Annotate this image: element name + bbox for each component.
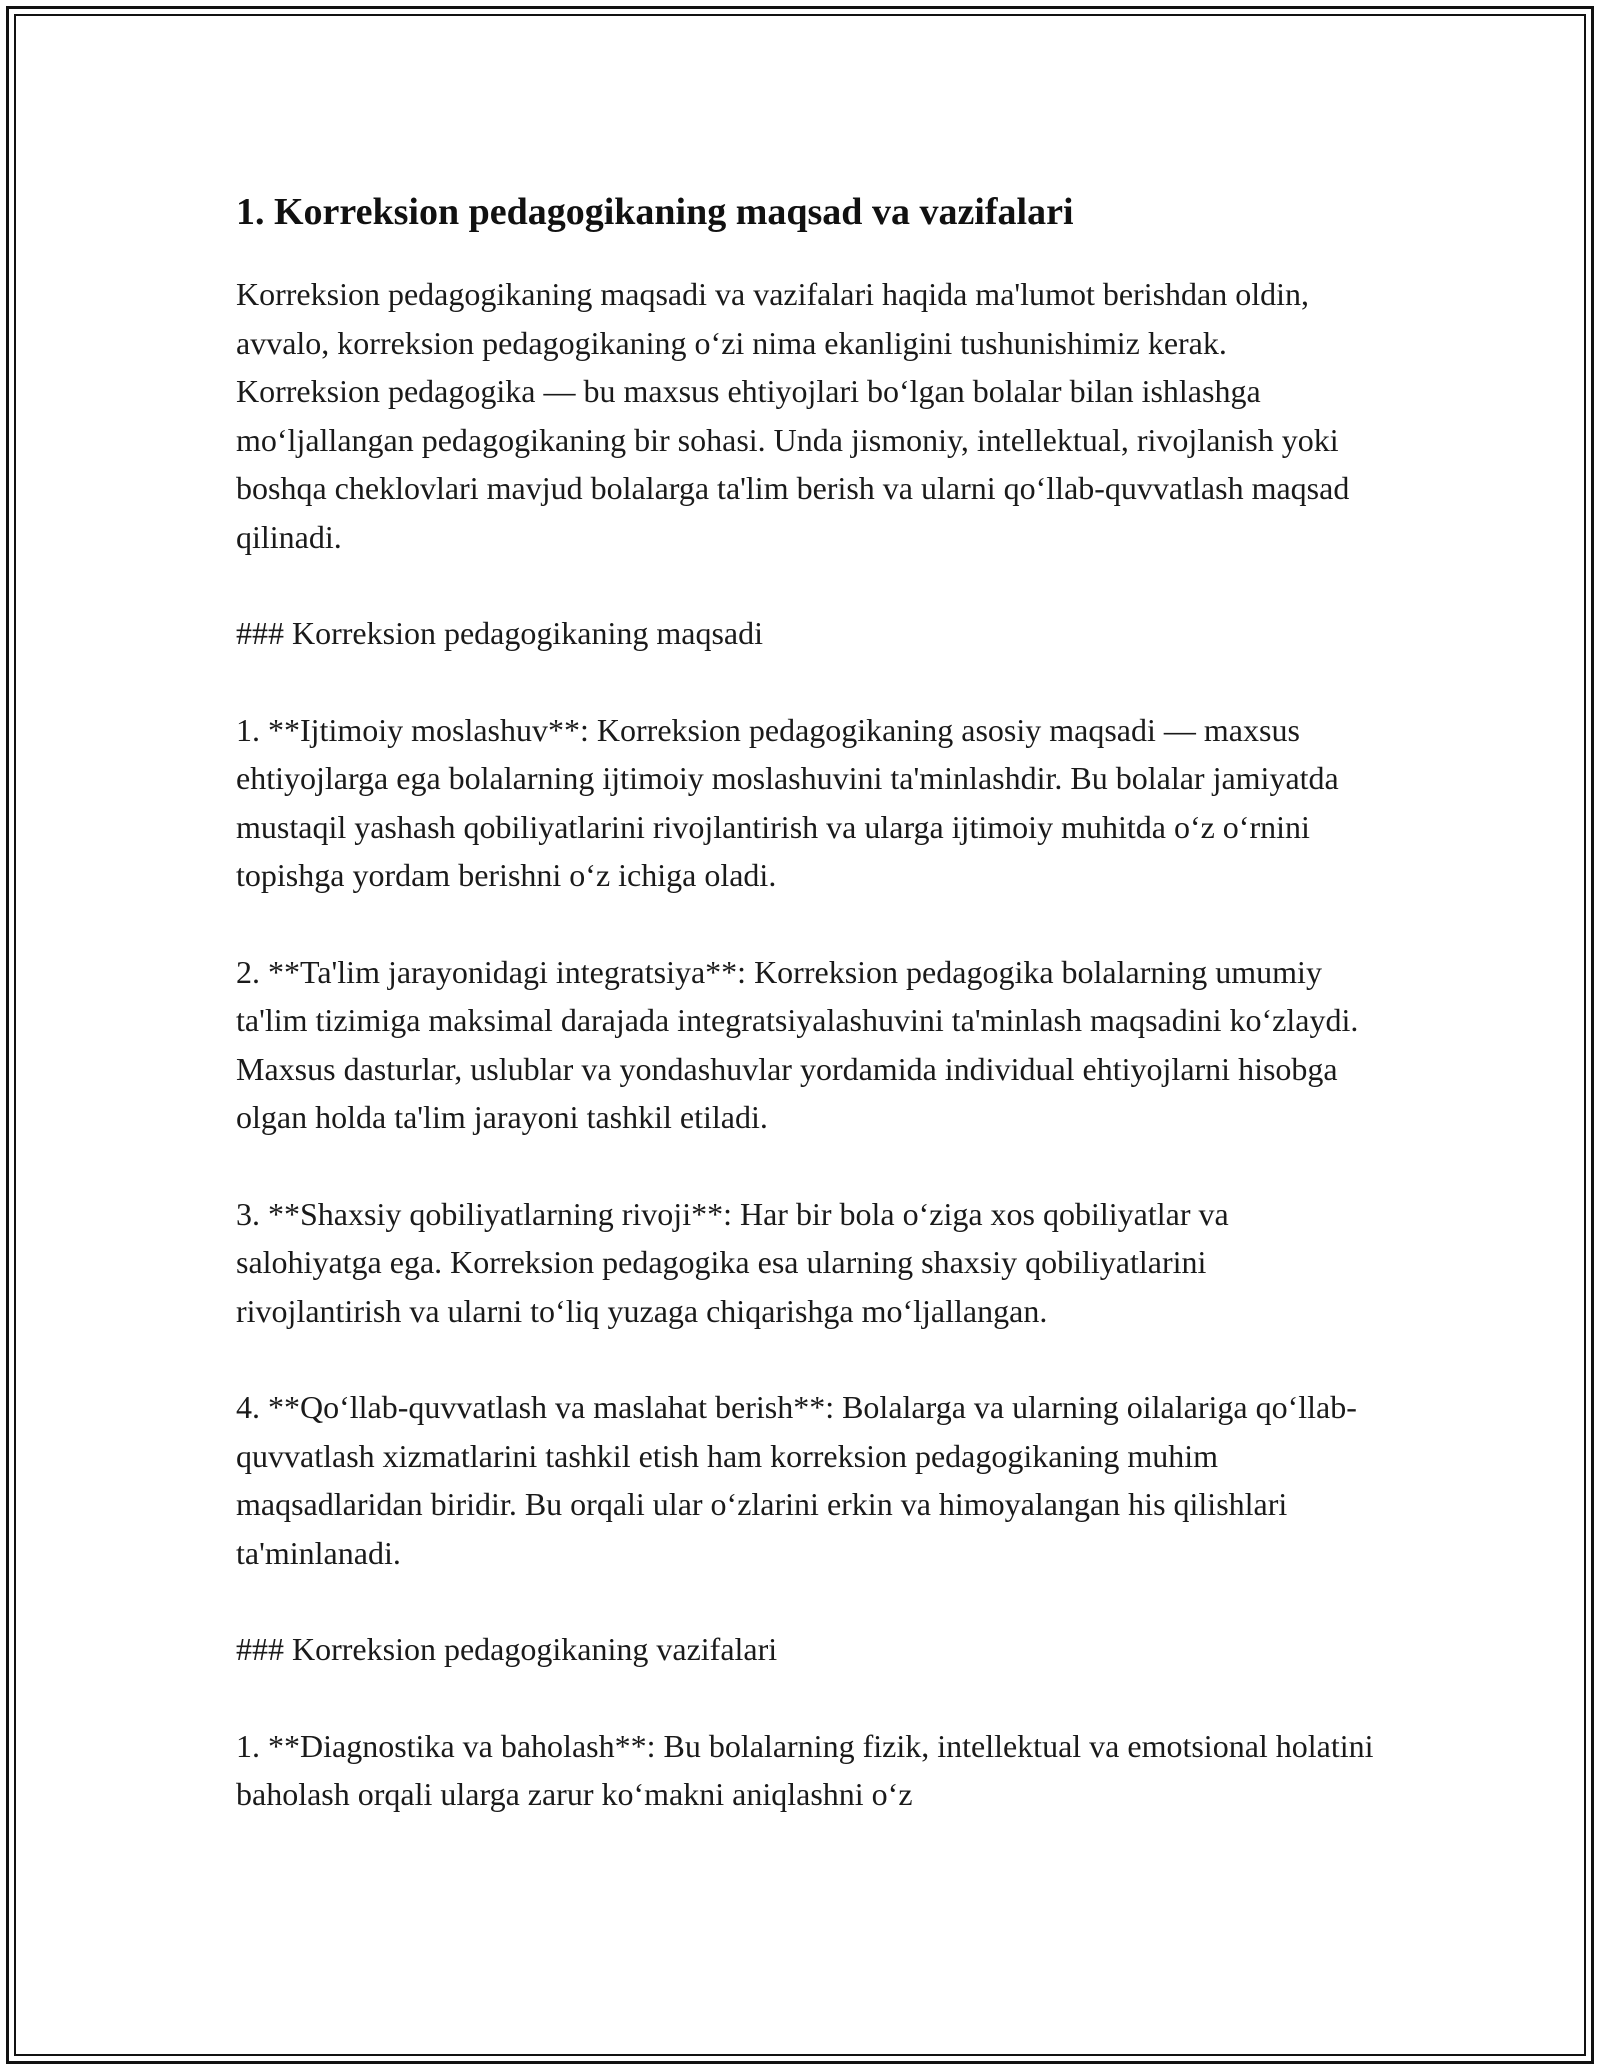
intro-paragraph: Korreksion pedagogikaning maqsadi va vazifalari haqida ma'lumot berishdan oldin, avvalo, korreksion pedagogikaning o‘zi nima ekanligini tushunishimiz kerak. Korreksion pedagogika — bu maxsus ehtiyojlari bo‘lgan bolalar bilan ishlashga mo‘ljallangan pedagogikaning bir sohasi. Unda jismoniy, intellektual, rivojlanish yoki boshqa cheklovlari mavjud bolalarga ta'lim berish va ularni qo‘llab-quvvatlash maqsad qilinadi. [236, 276, 1350, 555]
goal-item-2: 2. **Ta'lim jarayonidagi integratsiya**: Korreksion pedagogika bolalarning umumiy ta'lim tizimiga maksimal darajada integratsiyalashuvini ta'minlash maqsadini ko‘zlaydi. Maxsus dasturlar, uslublar va yondashuvlar yordamida individual ehtiyojlarni hisobga olgan holda ta'lim jarayoni tashkil etiladi. [236, 953, 1359, 1135]
goal-item-3: 3. **Shaxsiy qobiliyatlarning rivoji**: Har bir bola o‘ziga xos qobiliyatlar va salohiyatga ega. Korreksion pedagogika esa ularning shaxsiy qobiliyatlarini rivojlantirish va ularni to‘liq yuzaga chiqarishga mo‘ljallangan. [236, 1195, 1229, 1329]
task-item-1: 1. **Diagnostika va baholash**: Bu bolalarning fizik, intellektual va emotsional holatini baholash orqali ularga zarur ko‘makni aniqlashni o‘z [236, 1727, 1374, 1812]
document-body [236, 186, 1376, 1867]
goal-item-1: 1. **Ijtimoiy moslashuv**: Korreksion pedagogikaning asosiy maqsadi — maxsus ehtiyojlarga ega bolalarning ijtimoiy moslashuvini ta'minlashdir. Bu bolalar jamiyatda mustaqil yashash qobiliyatlarini rivojlantirish va ularga ijtimoiy muhitda o‘z o‘rnini topishga yordam berishni o‘z ichiga oladi. [236, 711, 1339, 893]
document-title: 1. Korreksion pedagogikaning maqsad va vazifalari [236, 191, 1074, 233]
goals-heading: ### Korreksion pedagogikaning maqsadi [236, 615, 763, 651]
goal-item-4: 4. **Qo‘llab-quvvatlash va maslahat berish**: Bolalarga va ularning oilalariga qo‘llab-quvvatlash xizmatlarini tashkil etish ham korreksion pedagogikaning muhim maqsadlaridan biridir. Bu orqali ular o‘zlarini erkin va himoyalangan his qilishlari ta'minlanadi. [236, 1389, 1357, 1571]
tasks-heading: ### Korreksion pedagogikaning vazifalari [236, 1631, 778, 1667]
